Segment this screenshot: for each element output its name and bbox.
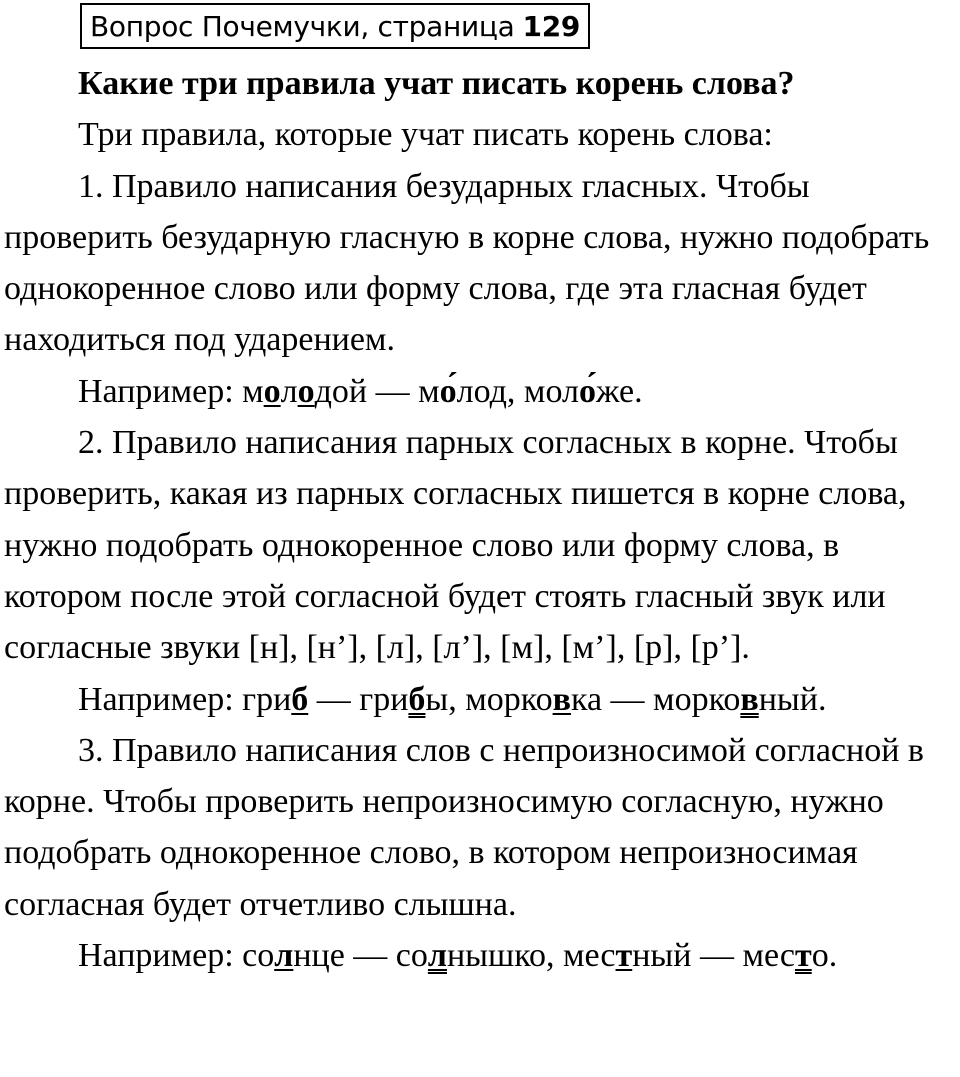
- checking-consonant-mark: л: [427, 937, 447, 975]
- question-header: [80, 3, 590, 49]
- page-number: 129: [522, 9, 581, 43]
- checked-consonant-mark: л: [274, 937, 294, 975]
- checked-consonant-mark: в: [552, 680, 571, 718]
- stressed-vowel-mark: о́: [439, 372, 457, 410]
- rule-1-paragraph: 1. Правило написания безударных гласных. Чтобы проверить безударную гласную в корне слова, нужно подобрать однокоренное слово или форму слова, где эта гласная будет находиться под ударением.: [4, 167, 930, 359]
- checking-consonant-mark: в: [740, 680, 759, 718]
- rule-3-paragraph: 3. Правило написания слов с непроизносимой согласной в корне. Чтобы проверить непроизносимую согласную, нужно подобрать однокоренное слово, в котором непроизносимая согласная будет отчетливо слышна.: [4, 731, 924, 923]
- unstressed-vowel-mark: о: [297, 372, 315, 410]
- rule-2-example: Например: гриб — грибы, морковка — морковный.: [78, 680, 827, 718]
- rule-2-paragraph: 2. Правило написания парных согласных в корне. Чтобы проверить, какая из парных согласных пишется в корне слова, нужно подобрать однокоренное слово или форму слова, в котором после этой согласной будет стоять гласный звук или согласные звуки [н], [н’], [л], [л’], [м], [м’], [р], [р’].: [4, 424, 907, 667]
- question-heading: Какие три правила учат писать корень слова?: [78, 65, 795, 102]
- checked-consonant-mark: б: [291, 680, 309, 718]
- checking-consonant-mark: б: [408, 680, 426, 718]
- checked-consonant-mark: т: [615, 937, 633, 975]
- rule-3-example: Например: солнце — солнышко, местный — место.: [78, 937, 838, 975]
- rule-1-example: Например: молодой — мо́лод, моло́же.: [78, 372, 643, 410]
- stressed-vowel-mark: о́: [578, 372, 596, 410]
- header-label: Вопрос Почемучки, страница: [90, 9, 515, 43]
- answer-text: [4, 58, 960, 981]
- unstressed-vowel-mark: о: [263, 372, 281, 410]
- intro-paragraph: Три правила, которые учат писать корень слова:: [78, 116, 773, 154]
- checking-consonant-mark: т: [795, 937, 812, 975]
